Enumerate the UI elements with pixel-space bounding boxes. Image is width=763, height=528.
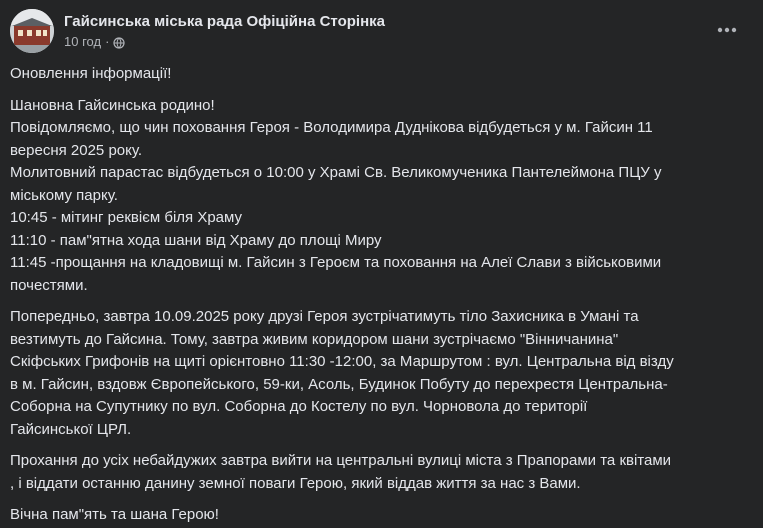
- post-text-line: Оновлення інформації!: [10, 65, 172, 82]
- post-text-line: Шановна Гайсинська родино!: [10, 96, 215, 114]
- post-text-line: Скіфських Грифонів на щиті орієнтовно 11:30 -12:00, за Маршрутом : вул. Центральна від візду: [10, 353, 674, 370]
- post-text-line: , і віддати останню данину земної поваги Герою, який віддав життя за нас з Вами.: [10, 474, 581, 492]
- post-text-line: вересня 2025 року.: [10, 141, 143, 159]
- paragraph-gap: [10, 441, 755, 450]
- post-text-line: Молитовний парастас відбудеться о 10:00 у Храмі Св. Великомученика Пантелеймона ПЦУ у: [10, 164, 662, 181]
- post-text-line: Попередньо, завтра 10.09.2025 року друзі Героя зустрічатимуть тіло Захисника в Умані та: [10, 308, 639, 325]
- post-text-line: Вічна пам"ять та шана Герою!: [10, 506, 219, 523]
- post-header: [10, 9, 385, 53]
- post-text-line: в м. Гайсин, вздовж Європейського, 59-ки, Асоль, Будинок Побуту до перехрестя Центральна-: [10, 375, 668, 393]
- avatar-building-image: [10, 9, 54, 53]
- separator-dot: ·: [105, 33, 110, 49]
- post-text-line: Повідомляємо, що чин поховання Героя - Володимира Дуднікова відбудеться у м. Гайсин 11: [10, 119, 653, 136]
- post-text-line: везтимуть до Гайсина. Тому, завтра живим коридором шани зустрічаємо "Вінничанина": [10, 330, 619, 348]
- paragraph-gap: [10, 495, 755, 504]
- post-meta: [64, 12, 385, 51]
- post-text-line: Соборна на Супутнику по вул. Соборна до Костелу по вул. Чорновола до території: [10, 398, 588, 415]
- post-text-line: Гайсинської ЦРЛ.: [10, 420, 132, 438]
- post-text-line: 11:10 - пам"ятна хода шани від Храму до площі Миру: [10, 231, 382, 249]
- post-subline: [64, 33, 385, 51]
- post-timestamp[interactable]: 10 год: [64, 33, 102, 49]
- paragraph-gap: [10, 86, 755, 95]
- post-text-line: почестями.: [10, 276, 88, 294]
- more-options-button[interactable]: [709, 16, 745, 44]
- globe-icon[interactable]: [113, 36, 125, 48]
- paragraph-gap: [10, 297, 755, 306]
- post-text: [10, 63, 755, 527]
- page-avatar[interactable]: [10, 9, 54, 53]
- page-name-link[interactable]: Гайсинська міська рада Офіційна Сторінка: [64, 12, 385, 30]
- post-text-line: 10:45 - мітинг реквієм біля Храму: [10, 209, 243, 226]
- post-text-line: Прохання до усіх небайдужих завтра вийти на центральні вулиці міста з Прапорами та квітами: [10, 452, 672, 469]
- post-text-line: міському парку.: [10, 186, 118, 204]
- more-horizontal-icon: [717, 27, 737, 33]
- post-text-line: 11:45 -прощання на кладовищі м. Гайсин з Героєм та поховання на Алеї Слави з військовими: [10, 254, 662, 271]
